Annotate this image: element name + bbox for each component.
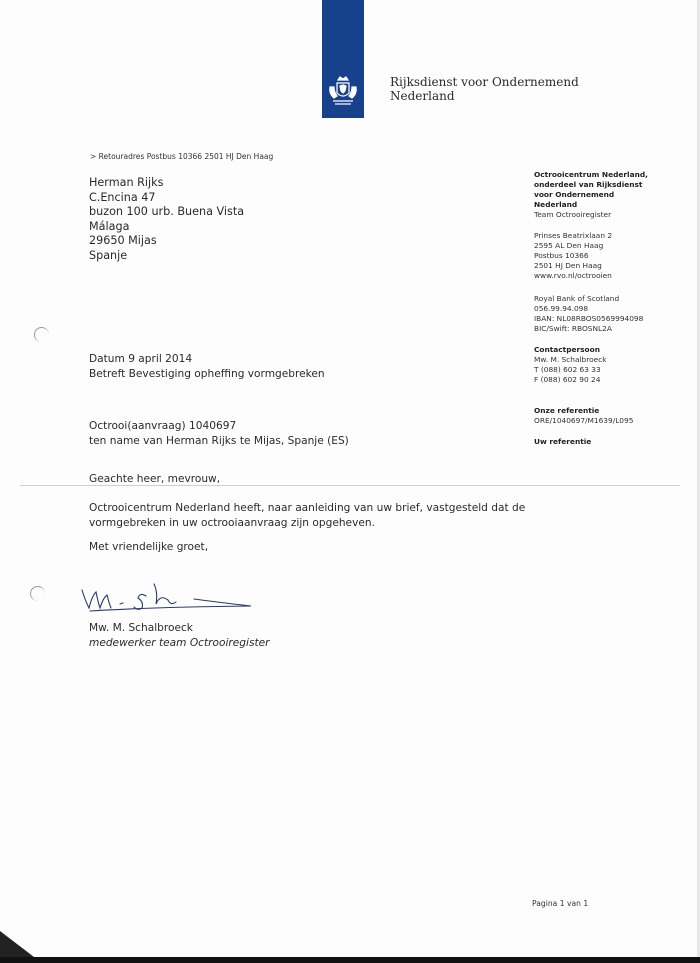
sidebar-contact-name: Mw. M. Schalbroeck (534, 355, 607, 364)
letter-body-line2: vormgebreken in uw octrooiaanvraag zijn opgeheven. (89, 516, 375, 529)
recipient-building: buzon 100 urb. Buena Vista (89, 205, 245, 219)
sidebar-bank-account: 056.99.94.098 (534, 304, 589, 313)
recipient-country: Spanje (89, 248, 128, 262)
sidebar-org-line1: Octrooicentrum Nederland, (534, 170, 648, 179)
sidebar-contact (534, 345, 607, 385)
government-logo (322, 0, 364, 118)
recipient-city: Málaga (89, 219, 130, 233)
signer-title: medewerker team Octrooiregister (89, 636, 270, 649)
sidebar-address-line3: Postbus 10366 (534, 251, 589, 260)
recipient-postal: 29650 Mijas (89, 234, 157, 248)
punch-hole-top (34, 327, 49, 342)
signer-block (89, 621, 270, 650)
letter-subject: Betreft Bevestiging opheffing vormgebreken (89, 367, 325, 380)
sidebar-iban: IBAN: NL08RBOS0569994098 (534, 314, 644, 323)
scan-edge-bottom (0, 957, 700, 963)
sidebar-our-ref-value: ORE/1040697/M1639/L095 (534, 416, 634, 425)
closing: Met vriendelijke groet, (89, 541, 209, 553)
org-name-line2: Nederland (390, 89, 455, 103)
return-address: > Retouradres Postbus 10366 2501 HJ Den Haag (90, 152, 274, 161)
sidebar-contact-fax: F (088) 602 90 24 (534, 375, 601, 384)
sidebar-address-line1: Prinses Beatrixlaan 2 (534, 231, 613, 240)
fold-line (20, 485, 680, 486)
letter-date: Datum 9 april 2014 (89, 353, 193, 365)
recipient-address (89, 176, 244, 264)
letter-body (89, 501, 529, 530)
sidebar-org-line3: voor Ondernemend (534, 190, 615, 199)
coat-of-arms-icon (325, 74, 361, 110)
letter-body-line1: Octrooicentrum Nederland heeft, naar aanleiding van uw brief, vastgesteld dat de (89, 502, 526, 514)
recipient-street: C.Encina 47 (89, 190, 156, 204)
sidebar-address-line4: 2501 HJ Den Haag (534, 261, 602, 270)
sidebar-our-ref-heading: Onze referentie (534, 406, 600, 415)
page-number: Pagina 1 van 1 (532, 899, 589, 908)
sidebar-team: Team Octrooiregister (534, 210, 612, 219)
patent-reference (89, 419, 349, 448)
organisation-name (390, 75, 579, 103)
sidebar-our-reference (534, 406, 633, 426)
sidebar-contact-phone: T (088) 602 63 33 (534, 365, 601, 374)
sidebar-address-line2: 2595 AL Den Haag (534, 241, 604, 250)
sidebar-org-line4: Nederland (534, 200, 578, 209)
recipient-name: Herman Rijks (89, 176, 164, 189)
org-name-line1: Rijksdienst voor Ondernemend (390, 75, 579, 89)
sidebar-bank (534, 294, 643, 334)
handwritten-signature (76, 578, 256, 622)
sidebar-address (534, 231, 612, 281)
punch-hole-bottom (30, 586, 45, 601)
patent-number: Octrooi(aanvraag) 1040697 (89, 420, 237, 432)
sidebar-your-ref-heading: Uw referentie (534, 437, 592, 446)
sidebar-website: www.rvo.nl/octrooien (534, 271, 612, 280)
sidebar-organisation (534, 170, 648, 220)
sidebar-contact-heading: Contactpersoon (534, 345, 600, 354)
sidebar-bank-name: Royal Bank of Scotland (534, 294, 620, 303)
sidebar-org-line2: onderdeel van Rijksdienst (534, 180, 643, 189)
patent-holder: ten name van Herman Rijks te Mijas, Spanje (ES) (89, 434, 349, 447)
signer-name: Mw. M. Schalbroeck (89, 622, 193, 634)
letter-meta (89, 352, 325, 381)
sidebar-your-reference (534, 437, 591, 447)
scan-corner (0, 931, 34, 957)
salutation: Geachte heer, mevrouw, (89, 473, 221, 485)
sidebar-bic: BIC/Swift: RBOSNL2A (534, 324, 612, 333)
